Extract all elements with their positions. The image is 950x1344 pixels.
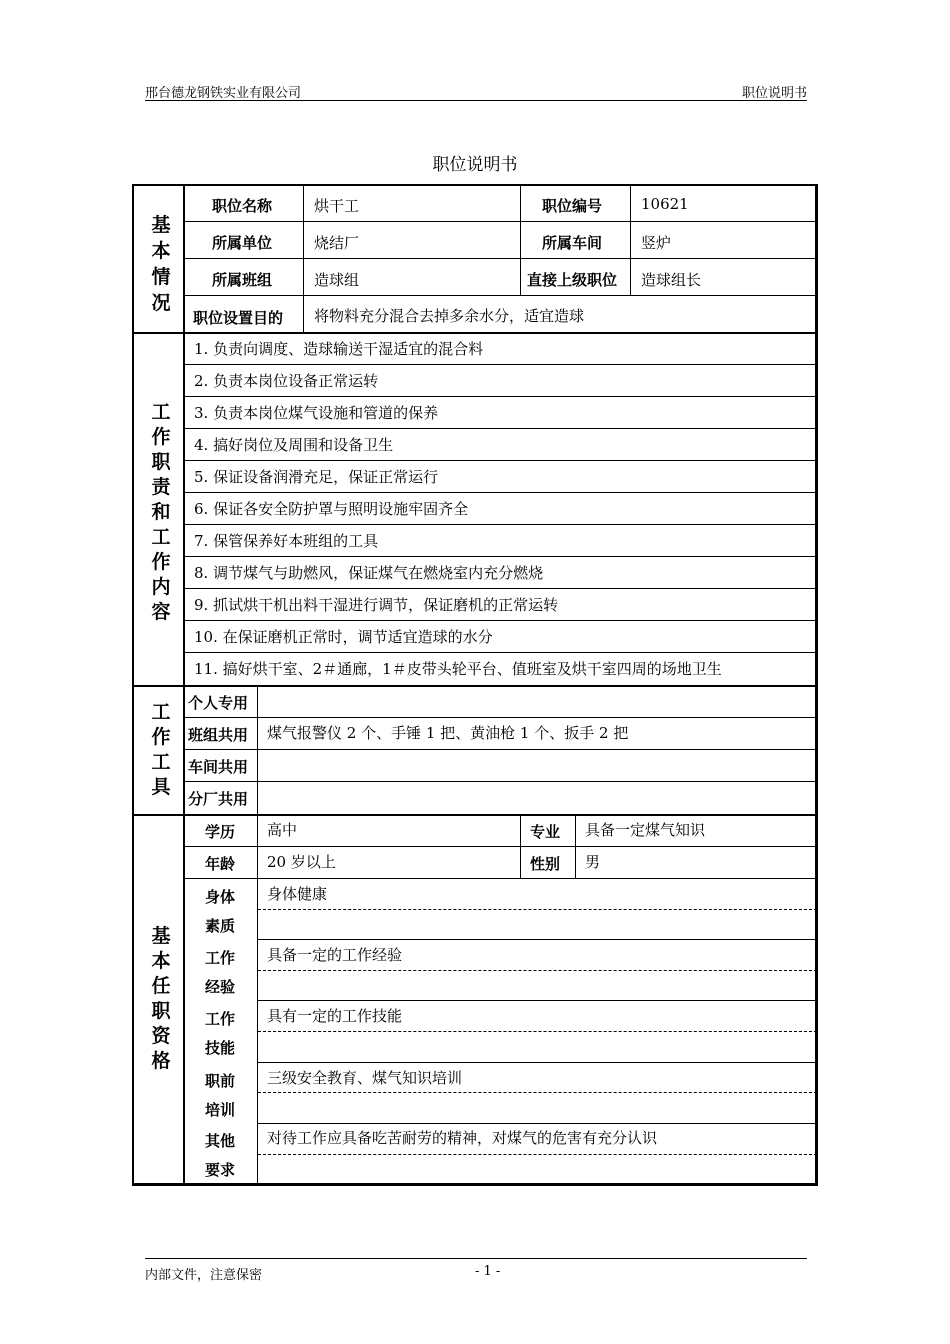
page-title: 职位说明书 xyxy=(432,155,518,175)
duty-item: 8. 调节煤气与助燃风，保证煤气在燃烧室内充分燃烧 xyxy=(194,564,544,582)
duty-item: 5. 保证设备润滑充足，保证正常运行 xyxy=(194,468,439,486)
other-label: 其他 要求 xyxy=(205,1132,236,1179)
duty-item: 7. 保管保养好本班组的工具 xyxy=(194,532,379,550)
tools-team: 煤气报警仪 2 个、手锤 1 把、黄油枪 1 个、扳手 2 把 xyxy=(267,724,629,742)
company-name: 邢台德龙钢铁实业有限公司 xyxy=(145,86,302,101)
section-qualifications: 基 本 任 职 资 格 xyxy=(151,925,171,1072)
education-label: 学历 xyxy=(205,823,236,841)
tools-plant-label: 分厂共用 xyxy=(188,790,249,808)
superior: 造球组长 xyxy=(641,271,702,289)
training: 三级安全教育、煤气知识培训 xyxy=(267,1069,463,1087)
page-number: - 1 - xyxy=(475,1264,501,1279)
section-duties: 工 作 职 责 和 工 作 内 容 xyxy=(151,401,171,623)
purpose-label: 职位设置目的 xyxy=(193,309,284,327)
unit-label: 所属单位 xyxy=(212,234,273,252)
workshop: 竖炉 xyxy=(641,234,672,252)
duty-item: 6. 保证各安全防护罩与照明设施牢固齐全 xyxy=(194,500,469,518)
workshop-label: 所属车间 xyxy=(542,234,603,252)
training-label: 职前 培训 xyxy=(205,1072,236,1119)
duty-item: 11. 搞好烘干室、2＃通廊，1＃皮带头轮平台、值班室及烘干室四周的场地卫生 xyxy=(194,660,722,678)
page-footer xyxy=(145,1258,807,1283)
other: 对待工作应具备吃苦耐劳的精神，对煤气的危害有充分认识 xyxy=(267,1129,658,1147)
superior-label: 直接上级职位 xyxy=(527,271,618,289)
tools-workshop-label: 车间共用 xyxy=(188,758,249,776)
major-label: 专业 xyxy=(530,823,561,841)
experience-label: 工作 经验 xyxy=(205,949,236,996)
team-label: 所属班组 xyxy=(212,271,273,289)
skills: 具有一定的工作技能 xyxy=(267,1007,403,1025)
section-tools: 工 作 工 具 xyxy=(151,701,171,798)
duty-item: 9. 抓试烘干机出料干湿进行调节，保证磨机的正常运转 xyxy=(194,596,559,614)
team: 造球组 xyxy=(314,271,360,289)
gender-label: 性别 xyxy=(530,855,561,873)
position-no: 10621 xyxy=(641,195,689,213)
tools-personal-label: 个人专用 xyxy=(188,694,249,712)
duty-item: 4. 搞好岗位及周围和设备卫生 xyxy=(194,436,394,454)
section-basic-info: 基 本 情 况 xyxy=(151,214,171,314)
age-label: 年龄 xyxy=(205,855,236,873)
unit: 烧结厂 xyxy=(314,234,360,252)
education: 高中 xyxy=(267,821,298,839)
purpose: 将物料充分混合去掉多余水分，适宜造球 xyxy=(314,307,585,325)
doc-type: 职位说明书 xyxy=(741,86,807,101)
confidential-note: 内部文件，注意保密 xyxy=(145,1268,263,1283)
duty-item: 10. 在保证磨机正常时，调节适宜造球的水分 xyxy=(194,628,493,646)
position-no-label: 职位编号 xyxy=(542,197,603,215)
tools-team-label: 班组共用 xyxy=(188,726,249,744)
physical-label: 身体 素质 xyxy=(205,888,236,935)
duty-item: 2. 负责本岗位设备正常运转 xyxy=(194,372,379,390)
page-header xyxy=(145,80,807,101)
position-name: 烘干工 xyxy=(314,197,360,215)
gender: 男 xyxy=(585,853,601,871)
major: 具备一定煤气知识 xyxy=(585,821,706,839)
duty-item: 3. 负责本岗位煤气设施和管道的保养 xyxy=(194,404,439,422)
duty-item: 1. 负责向调度、造球输送干湿适宜的混合料 xyxy=(194,340,484,358)
experience: 具备一定的工作经验 xyxy=(267,946,403,964)
physical: 身体健康 xyxy=(267,885,328,903)
age: 20 岁以上 xyxy=(267,853,336,871)
skills-label: 工作 技能 xyxy=(205,1010,236,1057)
position-name-label: 职位名称 xyxy=(212,197,273,215)
job-description-table xyxy=(132,184,818,1186)
